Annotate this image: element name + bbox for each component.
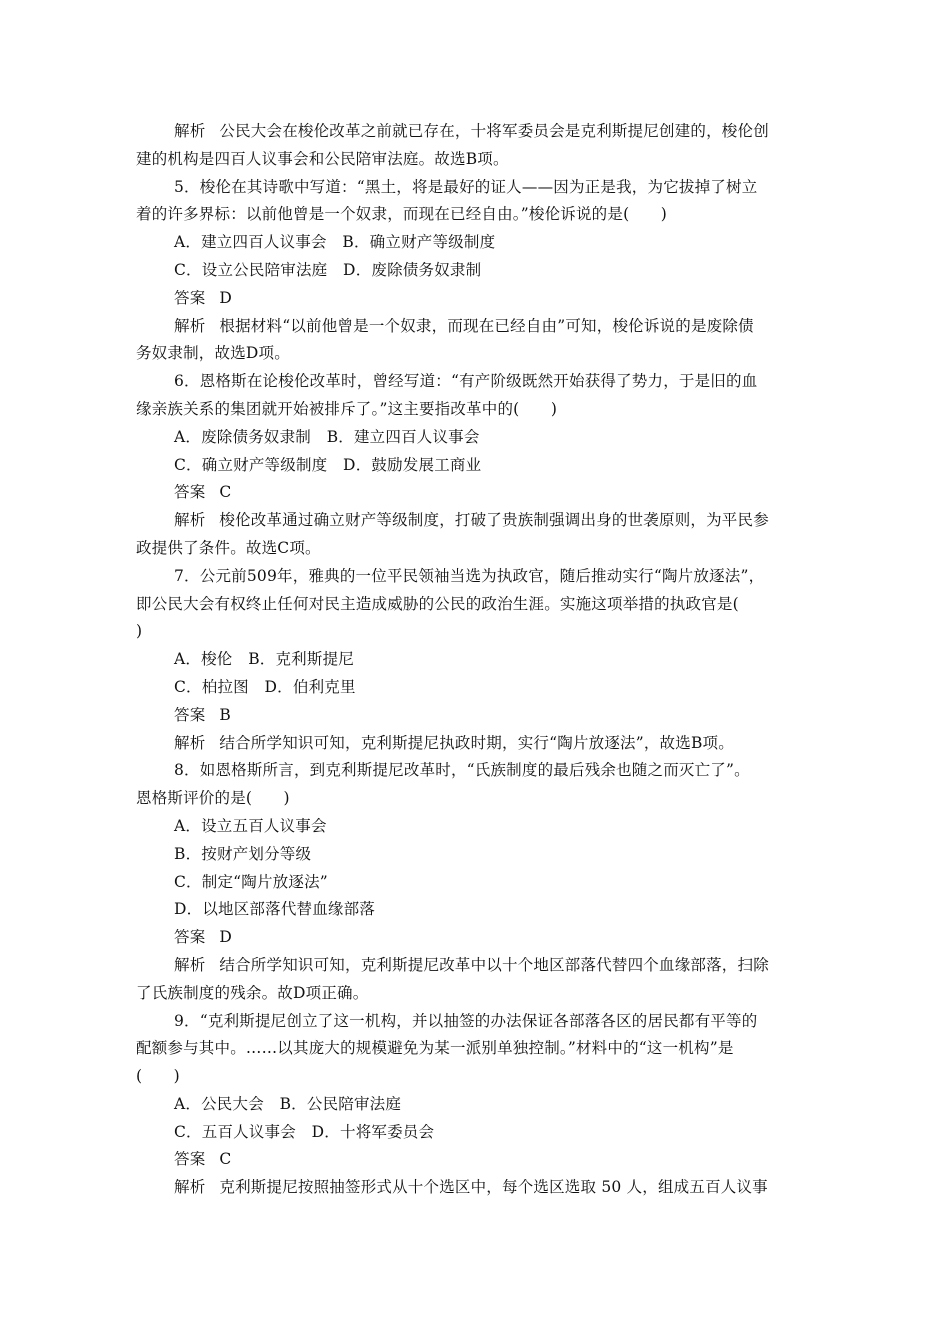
text-line bbox=[136, 452, 816, 480]
line-text: C bbox=[219, 483, 232, 502]
text-line bbox=[136, 730, 816, 758]
text-line bbox=[136, 896, 816, 924]
line-text: C．五百人议事会 D．十将军委员会 bbox=[174, 1122, 435, 1141]
analysis-label: 解析 bbox=[174, 122, 206, 140]
line-text: A．公民大会 B．公民陪审法庭 bbox=[174, 1094, 402, 1113]
answer-label: 答案 bbox=[174, 705, 206, 724]
text-line bbox=[136, 396, 816, 424]
text-line bbox=[136, 118, 816, 146]
line-text: 8．如恩格斯所言，到克利斯提尼改革时，“氏族制度的最后残余也随之而灭亡了”。 bbox=[174, 761, 750, 780]
line-text: 了氏族制度的残余。故D项正确。 bbox=[136, 983, 369, 1002]
text-line bbox=[136, 1008, 816, 1036]
answer-label: 答案 bbox=[174, 1150, 206, 1169]
line-text: D．以地区部落代替血缘部落 bbox=[174, 900, 376, 919]
line-text: 5．梭伦在其诗歌中写道：“黑土，将是最好的证人——因为正是我，为它拔掉了树立 bbox=[174, 177, 758, 196]
line-text: 配额参与其中。……以其庞大的规模避免为某一派别单独控制。”材料中的“这一机构”是 bbox=[136, 1039, 734, 1058]
text-line bbox=[136, 313, 816, 341]
text-line bbox=[136, 1119, 816, 1147]
line-text: 梭伦改革通过确立财产等级制度，打破了贵族制强调出身的世袭原则，为平民参 bbox=[219, 511, 769, 530]
line-text: C．设立公民陪审法庭 D．废除债务奴隶制 bbox=[174, 260, 482, 279]
line-text: B bbox=[219, 705, 231, 724]
line-text: 根据材料“以前他曾是一个奴隶，而现在已经自由”可知，梭伦诉说的是废除债 bbox=[219, 316, 754, 335]
line-text: 克利斯提尼按照抽签形式从十个选区中，每个选区选取 50 人，组成五百人议事 bbox=[219, 1178, 768, 1197]
answer-label: 答案 bbox=[174, 288, 206, 307]
text-line bbox=[136, 368, 816, 396]
text-line bbox=[136, 674, 816, 702]
line-text: 6．恩格斯在论梭伦改革时，曾经写道：“有产阶级既然开始获得了势力，于是旧的血 bbox=[174, 372, 758, 391]
line-text: 结合所学知识可知，克利斯提尼执政时期，实行“陶片放逐法”，故选B项。 bbox=[219, 733, 734, 752]
text-line bbox=[136, 174, 816, 202]
text-line bbox=[136, 813, 816, 841]
line-text: 着的许多界标：以前他曾是一个奴隶，而现在已经自由。”梭伦诉说的是( ) bbox=[136, 205, 667, 224]
line-text: 务奴隶制，故选D项。 bbox=[136, 344, 290, 363]
text-line bbox=[136, 646, 816, 674]
line-text: 恩格斯评价的是( ) bbox=[136, 789, 290, 808]
line-text: 公民大会在梭伦改革之前就已存在，十将军委员会是克利斯提尼创建的，梭伦创 bbox=[219, 122, 769, 140]
text-line bbox=[136, 1035, 816, 1063]
line-text: A．梭伦 B．克利斯提尼 bbox=[174, 650, 354, 669]
document-body bbox=[136, 118, 816, 1202]
text-line bbox=[136, 702, 816, 730]
line-text: A．设立五百人议事会 bbox=[174, 816, 327, 835]
line-text: 9．“克利斯提尼创立了这一机构，并以抽签的办法保证各部落各区的居民都有平等的 bbox=[174, 1011, 758, 1030]
text-line bbox=[136, 924, 816, 952]
line-text: C．确立财产等级制度 D．鼓励发展工商业 bbox=[174, 455, 482, 474]
line-text: C．制定“陶片放逐法” bbox=[174, 872, 328, 891]
text-line bbox=[136, 285, 816, 313]
line-text: 建的机构是四百人议事会和公民陪审法庭。故选B项。 bbox=[136, 149, 509, 168]
text-line bbox=[136, 340, 816, 368]
text-line bbox=[136, 869, 816, 897]
answer-label: 答案 bbox=[174, 483, 206, 502]
analysis-label: 解析 bbox=[174, 733, 206, 752]
line-text: 7．公元前509年，雅典的一位平民领袖当选为执政官，随后推动实行“陶片放逐法”， bbox=[174, 566, 765, 585]
text-line bbox=[136, 618, 816, 646]
line-text: B．按财产划分等级 bbox=[174, 844, 312, 863]
line-text: A．废除债务奴隶制 B．建立四百人议事会 bbox=[174, 427, 480, 446]
analysis-label: 解析 bbox=[174, 316, 206, 335]
text-line bbox=[136, 1174, 816, 1202]
line-text: ) bbox=[136, 622, 143, 641]
analysis-label: 解析 bbox=[174, 955, 206, 974]
text-line bbox=[136, 229, 816, 257]
text-line bbox=[136, 980, 816, 1008]
text-line bbox=[136, 1146, 816, 1174]
text-line bbox=[136, 591, 816, 619]
answer-label: 答案 bbox=[174, 928, 206, 947]
analysis-label: 解析 bbox=[174, 1178, 206, 1197]
text-line bbox=[136, 535, 816, 563]
text-line bbox=[136, 952, 816, 980]
text-line bbox=[136, 479, 816, 507]
text-line bbox=[136, 1063, 816, 1091]
line-text: D bbox=[219, 288, 233, 307]
line-text: ( ) bbox=[136, 1067, 180, 1086]
line-text: 结合所学知识可知，克利斯提尼改革中以十个地区部落代替四个血缘部落，扫除 bbox=[219, 955, 769, 974]
line-text: D bbox=[219, 928, 233, 947]
text-line bbox=[136, 841, 816, 869]
text-line bbox=[136, 757, 816, 785]
line-text: C bbox=[219, 1150, 232, 1169]
text-line bbox=[136, 785, 816, 813]
text-line bbox=[136, 146, 816, 174]
text-line bbox=[136, 424, 816, 452]
text-line bbox=[136, 563, 816, 591]
text-line bbox=[136, 1091, 816, 1119]
line-text: 缘亲族关系的集团就开始被排斥了。”这主要指改革中的( ) bbox=[136, 399, 558, 418]
line-text: A．建立四百人议事会 B．确立财产等级制度 bbox=[174, 233, 496, 252]
text-line bbox=[136, 507, 816, 535]
text-line bbox=[136, 201, 816, 229]
line-text: 政提供了条件。故选C项。 bbox=[136, 538, 321, 557]
analysis-label: 解析 bbox=[174, 511, 206, 530]
line-text: C．柏拉图 D．伯利克里 bbox=[174, 677, 356, 696]
text-line bbox=[136, 257, 816, 285]
line-text: 即公民大会有权终止任何对民主造成威胁的公民的政治生涯。实施这项举措的执政官是( bbox=[136, 594, 739, 613]
